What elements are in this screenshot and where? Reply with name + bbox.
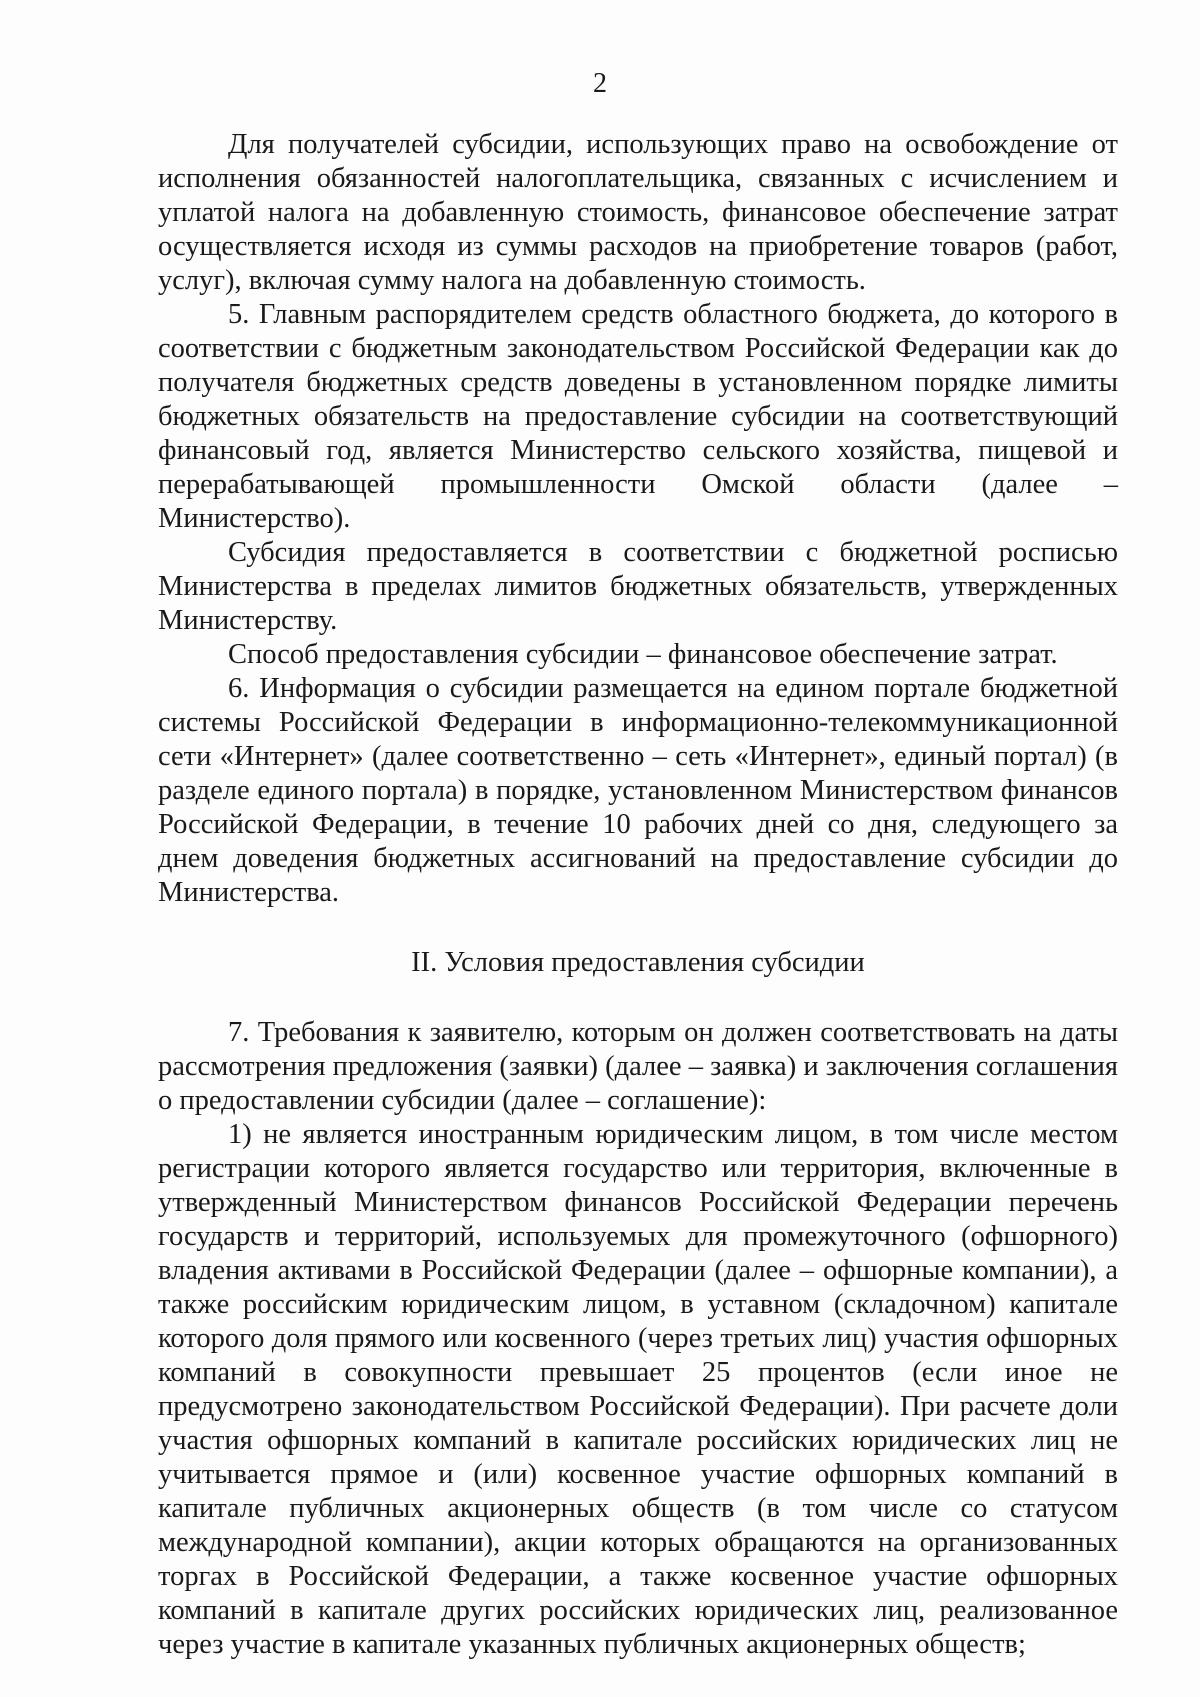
paragraph-5-budget-manager: 5. Главным распорядителем средств областного бюджета, до которого в соответствии с бюджетным законодательством Российской Федерации как до получателя бюджетных средств доведены в установленном порядке лимиты бюджетных обязательств на предоставление субсидии на соответствующий финансовый год, является Министерство сельского хозяйства, пищевой и перерабатывающей промышленности Омской области (далее – Министерство). [158,299,1118,534]
paragraph-7-1-foreign-entity: 1) не является иностранным юридическим лицом, в том числе местом регистрации которого является государство или территория, включенные в утвержденный Министерством финансов Российской Федерации перечень государств и территорий, используемых для промежуточного (офшорного) владения активами в Российской Федерации (далее – офшорные компании), а также российским юридическим лицом, в уставном (складочном) капитале которого доля прямого или косвенного (через третьих лиц) участия офшорных компаний в совокупности превышает 25 процентов (если иное не предусмотрено законодательством Российской Федерации). При расчете доли участия офшорных компаний в капитале российских юридических лиц не учитывается прямое и (или) косвенное участие офшорных компаний в капитале публичных акционерных обществ (в том числе со статусом международной компании), акции которых обращаются на организованных торгах в Российской Федерации, а также косвенное участие офшорных компаний в капитале других российских юридических лиц, реализованное через участие в капитале указанных публичных акционерных обществ; [158,1119,1118,1660]
page-number: 2 [593,68,607,99]
document-body [158,128,1118,1662]
section-heading: II. Условия предоставления субсидии [411,947,865,978]
paragraph-vat-exemption: Для получателей субсидии, использующих право на освобождение от исполнения обязанностей налогоплательщика, связанных с исчислением и уплатой налога на добавленную стоимость, финансовое обеспечение затрат осуществляется исходя из суммы расходов на приобретение товаров (работ, услуг), включая сумму налога на добавленную стоимость. [158,129,1118,296]
paragraph-6-information: 6. Информация о субсидии размещается на едином портале бюджетной системы Российской Федерации в информационно-телекоммуникационной сети «Интернет» (далее соответственно – сеть «Интернет», единый портал) (в разделе единого портала) в порядке, установленном Министерством финансов Российской Федерации, в течение 10 рабочих дней со дня, следующего за днем доведения бюджетных ассигнований на предоставление субсидии до Министерства. [158,673,1118,908]
paragraph-subsidy-method: Способ предоставления субсидии – финансовое обеспечение затрат. [228,639,1058,670]
paragraph-7-requirements: 7. Требования к заявителю, которым он должен соответствовать на даты рассмотрения предложения (заявки) (далее – заявка) и заключения соглашения о предоставлении субсидии (далее – соглашение): [158,1017,1118,1116]
paragraph-subsidy-budget-list: Субсидия предоставляется в соответствии с бюджетной росписью Министерства в пределах лимитов бюджетных обязательств, утвержденных Министерству. [158,537,1118,636]
